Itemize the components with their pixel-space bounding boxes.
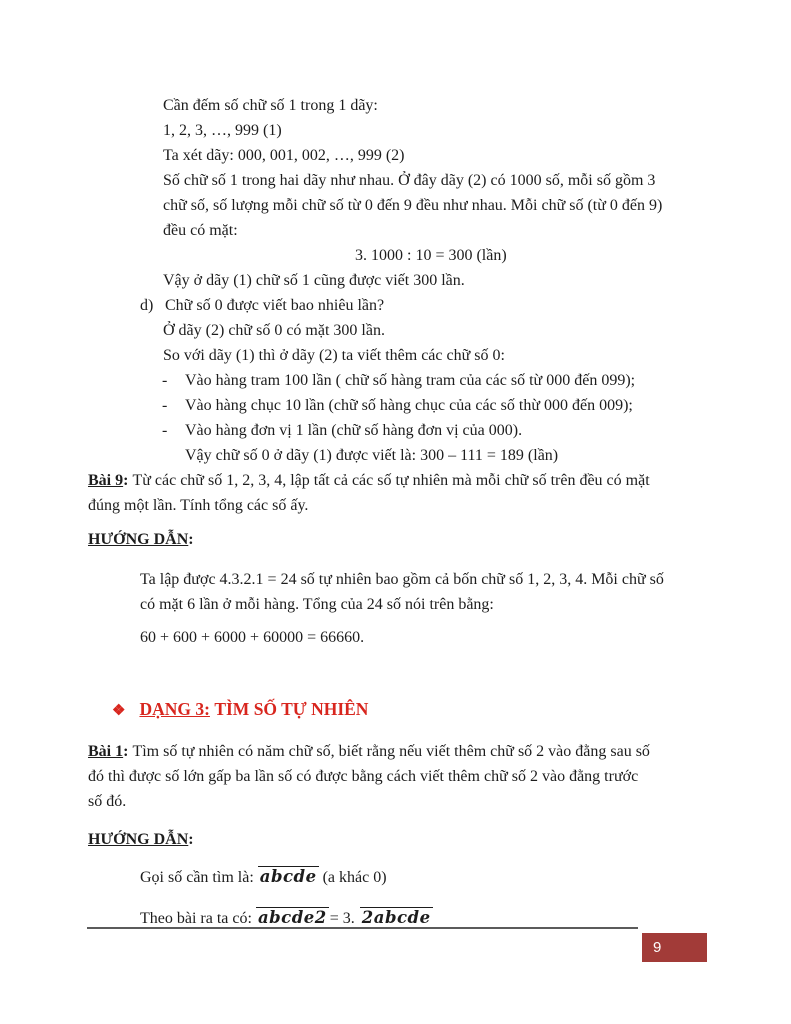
solution-line: Cần đếm số chữ số 1 trong 1 dãy: <box>163 97 378 114</box>
guide-line: có mặt 6 lần ở mỗi hàng. Tổng của 24 số nói trên bằng: <box>140 596 494 613</box>
equation-middle: = 3. <box>329 910 359 927</box>
guide-line: Ta lập được 4.3.2.1 = 24 số tự nhiên bao gồm cả bốn chữ số 1, 2, 3, 4. Mỗi chữ số <box>140 571 664 588</box>
solution-line: Ta xét dãy: 000, 001, 002, …, 999 (2) <box>163 147 405 164</box>
solution-line: 1, 2, 3, …, 999 (1) <box>163 122 282 139</box>
guide-heading-colon: : <box>188 531 194 548</box>
problem-1-text: Tìm số tự nhiên có năm chữ số, biết rằng nếu viết thêm chữ số 2 vào đằng sau số <box>132 743 650 760</box>
math-overline-2abcde: 2abcde <box>361 908 431 927</box>
equation-line <box>140 863 707 892</box>
dash-list-item <box>162 418 707 443</box>
section-heading-dang-3 <box>112 696 707 725</box>
list-item-d <box>140 293 707 318</box>
problem-1-statement <box>88 739 707 764</box>
guide-heading-colon: : <box>188 831 194 848</box>
guide-heading-text: HƯỚNG DẪN <box>88 531 189 548</box>
guide-heading <box>88 827 707 852</box>
equation-prefix: Gọi số cần tìm là: <box>140 869 258 886</box>
item-d-question: Chữ số 0 được viết bao nhiêu lần? <box>165 297 385 314</box>
footer-rule <box>87 927 638 929</box>
solution-line: đều có mặt: <box>163 222 238 239</box>
equation-prefix: Theo bài ra ta có: <box>140 910 256 927</box>
sum-equation: 60 + 600 + 6000 + 60000 = 66660. <box>140 629 365 646</box>
dash-item-text: Vào hàng tram 100 lần ( chữ số hàng tram của các số từ 000 đến 099); <box>185 372 636 389</box>
solution-line: So với dãy (1) thì ở dãy (2) ta viết thêm các chữ số 0: <box>163 347 505 364</box>
problem-1-statement-line3: số đó. <box>88 793 127 810</box>
solution-line: Số chữ số 1 trong hai dãy như nhau. Ở đây dãy (2) có 1000 số, mỗi số gồm 3 <box>163 172 656 189</box>
section-heading-label: DẠNG 3: <box>139 699 210 719</box>
guide-heading-text: HƯỚNG DẪN <box>88 831 189 848</box>
equation-suffix: (a khác 0) <box>318 869 387 886</box>
problem-9-label: Bài 9 <box>88 472 124 489</box>
problem-9-statement-line2: đúng một lần. Tính tổng các số ấy. <box>88 497 309 514</box>
dash-icon: - <box>162 422 168 439</box>
dash-item-text: Vào hàng đơn vị 1 lần (chữ số hàng đơn vị của 000). <box>185 422 523 439</box>
solution-line: Ở dãy (2) chữ số 0 có mặt 300 lần. <box>163 322 385 339</box>
dash-icon: - <box>162 397 168 414</box>
guide-body <box>140 567 707 617</box>
problem-1-label: Bài 1 <box>88 743 124 760</box>
centered-formula: 3. 1000 : 10 = 300 (lần) <box>355 247 507 264</box>
solution-paragraph <box>163 93 707 243</box>
dash-list-item <box>162 368 707 393</box>
problem-9-statement <box>88 468 707 493</box>
dash-list-item <box>162 393 707 418</box>
problem-9-text: Từ các chữ số 1, 2, 3, 4, lập tất cả các số tự nhiên mà mỗi chữ số trên đều có mặt <box>132 472 650 489</box>
section-heading-title: TÌM SỐ TỰ NHIÊN <box>214 699 369 719</box>
problem-9-colon: : <box>123 472 133 489</box>
diamond-bullet-icon: ❖ <box>112 703 126 719</box>
item-d-label: d) <box>140 297 154 314</box>
solution-conclusion: Vậy ở dãy (1) chữ số 1 cũng được viết 300 lần. <box>163 272 465 289</box>
solution-line: chữ số, số lượng mỗi chữ số từ 0 đến 9 đều như nhau. Mỗi chữ số (từ 0 đến 9) <box>163 197 663 214</box>
problem-1-colon: : <box>123 743 133 760</box>
problem-1-statement-line2: đó thì được số lớn gấp ba lần số có được bằng cách viết thêm chữ số 2 vào đằng trước <box>88 768 639 785</box>
page-number-badge <box>642 933 707 962</box>
dash-item-text: Vào hàng chục 10 lần (chữ số hàng chục của các số thừ 000 đến 009); <box>185 397 633 414</box>
math-overline-abcde: abcde <box>259 867 317 886</box>
dash-icon: - <box>162 372 168 389</box>
page-number: 9 <box>653 939 662 956</box>
math-overline-abcde2: abcde2 <box>257 908 327 927</box>
solution-final-line: Vậy chữ số 0 ở dãy (1) được viết là: 300 – 111 = 189 (lần) <box>185 447 559 464</box>
guide-heading <box>88 527 707 552</box>
